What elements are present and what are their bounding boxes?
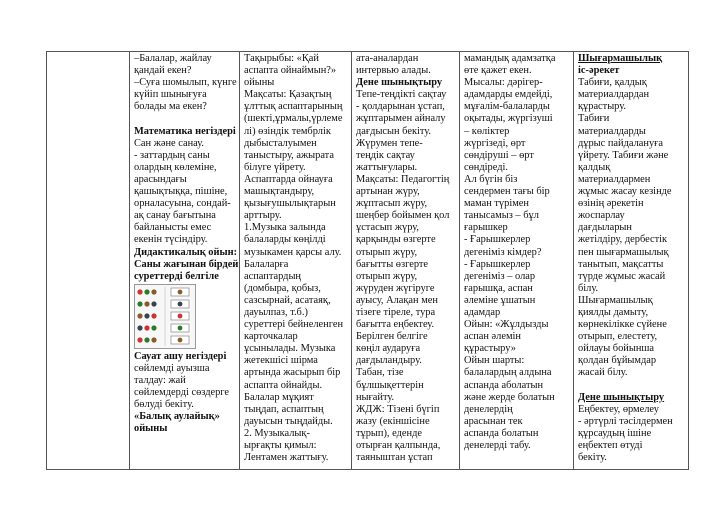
text-line: ғарышкер bbox=[464, 222, 508, 234]
text-line: таныстыру, ажырата bbox=[244, 149, 334, 161]
text-line: ұстасып жүру, bbox=[356, 222, 420, 234]
text-line: сөндіреді. bbox=[464, 161, 508, 173]
text-line: артында жасырып бір bbox=[244, 367, 341, 379]
text-line: сөндіруші – өрт bbox=[464, 149, 534, 161]
table-cell-creative-activity bbox=[574, 52, 689, 470]
text-line: музыкамен қарсы алу. bbox=[244, 246, 342, 258]
text-line: олардың көлеміне, bbox=[134, 161, 217, 173]
text-line: –Балалар, жайлау bbox=[134, 53, 212, 64]
text-line: іс-әрекет bbox=[578, 65, 620, 77]
text-line: Математика негіздері bbox=[134, 125, 236, 137]
text-line: - Ғарышкерлер bbox=[464, 258, 531, 270]
text-line: материалдармен bbox=[578, 173, 651, 185]
text-line: қалдық bbox=[578, 161, 611, 173]
text-line: жазу (екіншісіне bbox=[356, 415, 430, 427]
text-line: құрастыру. bbox=[578, 101, 626, 113]
text-line: әлеміне ұшатын bbox=[464, 294, 536, 306]
text-line: дауысын тыңдайды. bbox=[244, 415, 333, 427]
table-cell-physical-education bbox=[352, 52, 460, 470]
text-line: көңіл аударуға bbox=[356, 343, 421, 355]
text-line: жетілдіру, дербестік bbox=[578, 234, 668, 246]
text-line: тұрып), еденде bbox=[356, 427, 422, 439]
text-line: түрде жұмыс жасай bbox=[578, 270, 666, 282]
text-line: материалдарды bbox=[578, 125, 646, 137]
text-line: отырып жүру, bbox=[356, 270, 418, 282]
text-line: болады ма екен? bbox=[134, 101, 207, 113]
text-line: Балаларға bbox=[244, 258, 289, 270]
text-line: білуге үйрету. bbox=[244, 161, 306, 173]
text-line: 2. Музыкалық- bbox=[244, 427, 310, 439]
text-line: ұсынылады. Музыка bbox=[244, 343, 336, 355]
text-line: ЖДЖ: Тізені бүгіп bbox=[356, 403, 440, 415]
text-line: байланысты емес bbox=[134, 222, 212, 234]
text-line: Жүрумен тепе- bbox=[356, 137, 423, 149]
counting-cards-icon bbox=[134, 284, 196, 349]
text-line: жоспарлау bbox=[578, 210, 625, 222]
text-line: бұлшықеттерін bbox=[356, 379, 424, 391]
table-cell-math-literacy bbox=[130, 52, 240, 470]
text-line: қызығушылықтарын bbox=[244, 198, 336, 210]
text-line: дауылпаз, т.б.) bbox=[244, 306, 308, 318]
text-line: (домбыра, қобыз, bbox=[244, 282, 321, 294]
text-line: жетекшісі шірма bbox=[244, 355, 318, 367]
text-line: қолдан бұйымдар bbox=[578, 355, 657, 367]
text-line: жасай білу. bbox=[578, 367, 628, 379]
text-line: ауысу, Алақан мен bbox=[356, 294, 438, 306]
table-cell-music bbox=[240, 52, 352, 470]
text-line: пен шығармашылық bbox=[578, 246, 669, 258]
text-line: дегеніміз – олар bbox=[464, 270, 536, 282]
text-line: аспапта ойнайды. bbox=[244, 379, 323, 391]
text-line: дыбысталуымен bbox=[244, 137, 317, 149]
text-line: отырған қалпында, bbox=[356, 440, 441, 451]
text-line: интервью алады. bbox=[356, 65, 431, 77]
text-line: сөйлемдерді сөздерге bbox=[134, 387, 230, 399]
text-line: отырып жүру, bbox=[356, 246, 418, 258]
text-line: суреттерді белгіле bbox=[134, 270, 219, 282]
text-line: екенін түсіндіру. bbox=[134, 234, 208, 246]
text-line: Балалар мұқият bbox=[244, 391, 314, 403]
text-line: Табан, тізе bbox=[356, 367, 404, 379]
text-line: аспаптардың bbox=[244, 270, 301, 282]
text-line: сөйлемді ауызша bbox=[134, 362, 210, 374]
text-line: Ал бүгін біз bbox=[464, 173, 518, 185]
text-line: мамандық адамзатқа bbox=[464, 53, 556, 64]
text-line: бағытта еңбектеу. bbox=[356, 319, 435, 331]
text-line: ырғақты қимыл: bbox=[244, 440, 317, 451]
text-line: – көліктер bbox=[464, 125, 510, 137]
text-line: Табиғи, қалдық bbox=[578, 77, 647, 89]
text-line: денелерді табу. bbox=[464, 440, 531, 451]
text-line: арасынан тек bbox=[464, 415, 523, 427]
text-line: жұптарымен айналу bbox=[356, 113, 446, 125]
text-line: күйіп шынығуға bbox=[134, 89, 207, 101]
text-line: танытып, мақсатты bbox=[578, 258, 664, 270]
text-line: арттыру. bbox=[244, 210, 282, 222]
text-line bbox=[578, 380, 684, 392]
text-line: ата-аналардан bbox=[356, 53, 419, 64]
text-line: құрастыру» bbox=[464, 343, 516, 355]
table-cell-professions bbox=[460, 52, 574, 470]
text-line: Сан және санау. bbox=[134, 137, 205, 149]
text-line: дұрыс пайдалануға bbox=[578, 137, 664, 149]
text-line: аспанда болатын bbox=[464, 427, 539, 439]
text-line: еңбектеп өтуді bbox=[578, 440, 643, 451]
text-line: құрсаудың ішіне bbox=[578, 427, 652, 439]
text-line: маман түрімен bbox=[464, 198, 529, 210]
text-line: материалдардан bbox=[578, 89, 650, 101]
text-line: Тақырыбы: «Қай bbox=[244, 53, 319, 64]
text-line: ойыны bbox=[134, 423, 168, 435]
text-line: Мақсаты: Педагогтің bbox=[356, 173, 450, 185]
text-line: Берілген белгіге bbox=[356, 331, 428, 343]
text-line: талдау: жай bbox=[134, 374, 186, 386]
text-line: аспан әлемін bbox=[464, 331, 521, 343]
text-line: Еңбектеу, өрмелеу bbox=[578, 403, 659, 415]
text-line: арасындағы bbox=[134, 173, 187, 185]
text-line: тізеге тіреле, тура bbox=[356, 306, 436, 318]
text-line: балалардың алдына bbox=[464, 367, 552, 379]
table-cell-empty bbox=[47, 52, 130, 470]
table-row bbox=[47, 52, 689, 470]
text-line: сендермен тағы бір bbox=[464, 186, 550, 198]
text-line: ұлттық аспаптарының bbox=[244, 101, 343, 113]
text-line: адамдар bbox=[464, 306, 501, 318]
text-line: дағдыландыру. bbox=[356, 355, 422, 367]
text-line: лі) өзіндік тембрлік bbox=[244, 125, 331, 137]
text-line: –Суға шомылып, күнге bbox=[134, 77, 237, 89]
text-line: жұмыс жасау кезінде bbox=[578, 186, 672, 198]
text-line: ойлауы бойынша bbox=[578, 343, 654, 355]
text-line: «Балық аулайық» bbox=[134, 411, 220, 423]
text-line: қиялды дамыту, bbox=[578, 306, 649, 318]
text-line: үйрету. Табиғи және bbox=[578, 149, 669, 161]
text-line: Мақсаты: Қазақтың bbox=[244, 89, 332, 101]
text-line: (шекті,ұрмалы,үрлеме bbox=[244, 113, 343, 125]
text-line: Мысалы: дәрігер- bbox=[464, 77, 543, 89]
text-line: Дидактикалық ойын: bbox=[134, 246, 238, 258]
text-line: Ойын: «Жұлдызды bbox=[464, 319, 549, 331]
text-line: Саны жағынан бірдей bbox=[134, 258, 239, 270]
text-line: суреттері бейнеленген bbox=[244, 319, 343, 331]
text-line: дағдыларын bbox=[578, 222, 632, 234]
text-line: шеңбер бойымен қол bbox=[356, 210, 450, 222]
text-line: Табиғи bbox=[578, 113, 610, 125]
text-line: теңдік сақтау bbox=[356, 149, 415, 161]
text-line: Ойын шарты: bbox=[464, 355, 525, 367]
text-line: және жерде болатын bbox=[464, 391, 555, 403]
text-line: карточкалар bbox=[244, 331, 298, 343]
text-line: 1.Музыка залында bbox=[244, 222, 326, 234]
text-line: білу. bbox=[578, 282, 599, 294]
text-line: бекіту. bbox=[578, 452, 607, 464]
text-line: орналасуына, сондай- bbox=[134, 198, 231, 210]
text-line: көрнекілікке сүйене bbox=[578, 319, 667, 331]
text-line: жүргізеді, өрт bbox=[464, 137, 526, 149]
text-line: Дене шынықтыру bbox=[578, 391, 665, 403]
text-line: жүруден жүгіруге bbox=[356, 282, 435, 294]
text-line: дағдысын бекіту. bbox=[356, 125, 432, 137]
text-line: - заттардың саны bbox=[134, 149, 210, 161]
text-line: жұптасып жүру, bbox=[356, 198, 428, 210]
text-line: отырып, елестету, bbox=[578, 331, 658, 343]
text-line: өзінің әрекетін bbox=[578, 198, 644, 210]
text-line: бөлуді бекіту. bbox=[134, 399, 194, 411]
text-line: Сауат ашу негіздері bbox=[134, 350, 227, 362]
text-line: оқытады, жүргізуші bbox=[464, 113, 553, 125]
text-line: тыңдап, аспаптың bbox=[244, 403, 324, 415]
text-line: ойыны bbox=[244, 77, 275, 89]
text-line: сазсырнай, асатаяқ, bbox=[244, 294, 331, 306]
text-line: машықтандыру, bbox=[244, 186, 315, 198]
text-line: қарқынды өзгерте bbox=[356, 234, 436, 246]
text-line: аспанда аболатын bbox=[464, 379, 544, 391]
text-line: таяныштан ұстап bbox=[356, 452, 433, 464]
text-line: Тепе-теңдікті сақтау bbox=[356, 89, 447, 101]
text-line: - Ғарышкерлер bbox=[464, 234, 531, 246]
text-line: жаттығулары. bbox=[356, 161, 418, 173]
text-line: танысамыз – бұл bbox=[464, 210, 539, 222]
text-line: Аспаптарда ойнауға bbox=[244, 173, 333, 185]
text-line: - әртүрлі тәсілдермен bbox=[578, 415, 673, 427]
text-line: дегеніміз кімдер? bbox=[464, 246, 542, 258]
text-line bbox=[134, 113, 235, 125]
text-line: аспапта ойнаймын?» bbox=[244, 65, 337, 77]
lesson-plan-table bbox=[46, 51, 689, 470]
text-line: Лентамен жаттығу. bbox=[244, 452, 329, 464]
text-line: қандай екен? bbox=[134, 65, 192, 77]
text-line: адамдарды емдейді, bbox=[464, 89, 553, 101]
text-line: артынан жүру, bbox=[356, 186, 420, 198]
text-line: ғарышқа, аспан bbox=[464, 282, 533, 294]
text-line: Дене шынықтыру bbox=[356, 77, 443, 89]
text-line: нығайту. bbox=[356, 391, 395, 403]
text-line: ақ санау бағытына bbox=[134, 210, 216, 222]
text-line: денелердің bbox=[464, 403, 513, 415]
text-line: қашықтыққа, пішіне, bbox=[134, 186, 228, 198]
text-line: мұғалім-балаларды bbox=[464, 101, 550, 113]
text-line: өте қажет екен. bbox=[464, 65, 532, 77]
text-line: - қолдарынан ұстап, bbox=[356, 101, 445, 113]
text-line: бағытты өзгерте bbox=[356, 258, 429, 270]
text-line: Шығармашылық bbox=[578, 294, 653, 306]
text-line: балаларды көңілді bbox=[244, 234, 326, 246]
text-line: Шығармашылық bbox=[578, 53, 663, 64]
